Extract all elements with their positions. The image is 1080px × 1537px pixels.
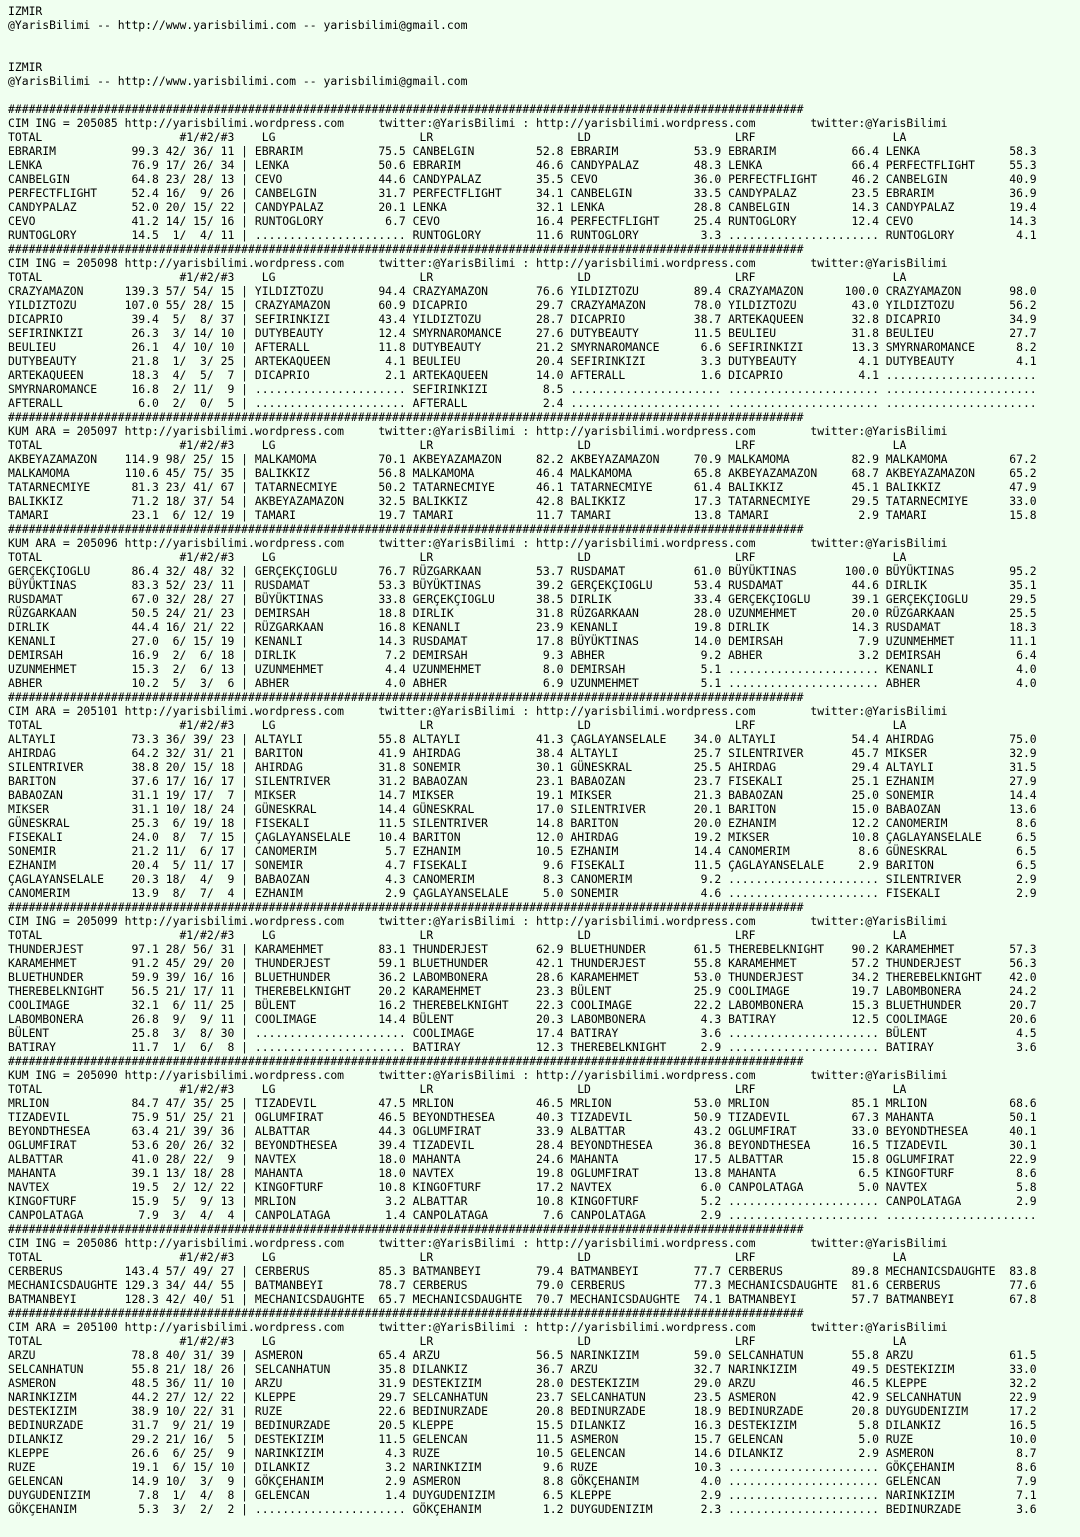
column-header: TOTAL #1/#2/#3 LG LR LD LRF LA [8,928,907,942]
section-separator: #################################################################################################################### [8,410,804,424]
spacer [8,32,1080,60]
table-row: KENANLI 27.0 6/ 15/ 19 | KENANLI 14.3 RUSDAMAT 17.8 BÜYÜKTINAS 14.0 DEMIRSAH 7.9 UZUNMEHMET 11.1 [8,634,1037,648]
table-row: CANDYPALAZ 52.0 20/ 15/ 22 | CANDYPALAZ 20.1 LENKA 32.1 LENKA 28.8 CANBELGIN 14.3 CANDYPALAZ 19.4 [8,200,1037,214]
contact-header: @YarisBilimi -- http://www.yarisbilimi.com -- yarisbilimi@gmail.com [8,74,468,88]
table-row: DUTYBEAUTY 21.8 1/ 3/ 25 | ARTEKAQUEEN 4.1 BEULIEU 20.4 SEFIRINKIZI 3.3 DUTYBEAUTY 4.1 DUTYBEAUTY 4.1 [8,354,1037,368]
race-section [8,410,1080,522]
table-row: AFTERALL 6.0 2/ 0/ 5 | ...................... AFTERALL 2.4 ...................... ...................... ...................... [8,396,1037,410]
table-row: BEYONDTHESEA 63.4 21/ 39/ 36 | ALBATTAR 44.3 OGLUMFIRAT 33.9 ALBATTAR 43.2 OGLUMFIRAT 33.0 BEYONDTHESEA 40.1 [8,1124,1037,1138]
table-row: UZUNMEHMET 15.3 2/ 6/ 13 | UZUNMEHMET 4.4 UZUNMEHMET 8.0 DEMIRSAH 5.1 ...................... KENANLI 4.0 [8,662,1037,676]
city-header: IZMIR [8,4,43,18]
table-row: RUZE 19.1 6/ 15/ 10 | DILANKIZ 3.2 NARINKIZIM 9.6 RUZE 10.3 ...................... GÖKÇEHANIM 8.6 [8,1460,1037,1474]
section-separator: #################################################################################################################### [8,522,804,536]
race-section [8,522,1080,690]
section-title: CIM ARA = 205101 http://yarisbilimi.wordpress.com twitter:@YarisBilimi : http://yarisbilimi.wordpress.com twitter:@YarisBilimi [8,704,948,718]
table-row: CRAZYAMAZON 139.3 57/ 54/ 15 | YILDIZTOZU 94.4 CRAZYAMAZON 76.6 YILDIZTOZU 89.4 CRAZYAMAZON 100.0 CRAZYAMAZON 98.0 [8,284,1037,298]
table-row: MIKSER 31.1 10/ 18/ 24 | GÜNESKRAL 14.4 GÜNESKRAL 17.0 SILENTRIVER 20.1 BARITON 15.0 BABAOZAN 13.6 [8,802,1037,816]
column-header: TOTAL #1/#2/#3 LG LR LD LRF LA [8,718,907,732]
section-separator: #################################################################################################################### [8,102,804,116]
race-section [8,1306,1080,1516]
table-row: BLUETHUNDER 59.9 39/ 16/ 16 | BLUETHUNDER 36.2 LABOMBONERA 28.6 KARAMEHMET 53.0 THUNDERJEST 34.2 THEREBELKNIGHT 42.0 [8,970,1037,984]
table-row: BARITON 37.6 17/ 16/ 17 | SILENTRIVER 31.2 BABAOZAN 23.1 BABAOZAN 23.7 FISEKALI 25.1 EZHANIM 27.9 [8,774,1037,788]
table-row: ASMERON 48.5 36/ 11/ 10 | ARZU 31.9 DESTEKIZIM 28.0 DESTEKIZIM 29.0 ARZU 46.5 KLEPPE 32.2 [8,1376,1037,1390]
table-row: AKBEYAZAMAZON 114.9 98/ 25/ 15 | MALKAMOMA 70.1 AKBEYAZAMAZON 82.2 AKBEYAZAMAZON 70.9 MALKAMOMA 82.9 MALKAMOMA 67.2 [8,452,1037,466]
column-header: TOTAL #1/#2/#3 LG LR LD LRF LA [8,438,907,452]
table-row: KINGOFTURF 15.9 5/ 9/ 13 | MRLION 3.2 ALBATTAR 10.8 KINGOFTURF 5.2 ...................... CANPOLATAGA 2.9 [8,1194,1037,1208]
table-row: DICAPRIO 39.4 5/ 8/ 37 | SEFIRINKIZI 43.4 YILDIZTOZU 28.7 DICAPRIO 38.7 ARTEKAQUEEN 32.8 DICAPRIO 34.9 [8,312,1037,326]
table-row: THEREBELKNIGHT 56.5 21/ 17/ 11 | THEREBELKNIGHT 20.2 KARAMEHMET 23.3 BÜLENT 25.9 COOLIMAGE 19.7 LABOMBONERA 24.2 [8,984,1037,998]
table-row: LENKA 76.9 17/ 26/ 34 | LENKA 50.6 EBRARIM 46.6 CANDYPALAZ 48.3 LENKA 66.4 PERFECTFLIGHT 55.3 [8,158,1037,172]
race-section [8,1054,1080,1222]
race-section [8,102,1080,242]
table-row: GÖKÇEHANIM 5.3 3/ 2/ 2 | ...................... GÖKÇEHANIM 1.2 DUYGUDENIZIM 2.3 ...................... BEDINURZADE 3.6 [8,1502,1037,1516]
table-row: SMYRNAROMANCE 16.8 2/ 11/ 9 | ...................... SEFIRINKIZI 8.5 ...................... ...................... ...................... [8,382,1037,396]
section-separator: #################################################################################################################### [8,1222,804,1236]
section-separator: #################################################################################################################### [8,900,804,914]
section-title: CIM ING = 205085 http://yarisbilimi.wordpress.com twitter:@YarisBilimi : http://yarisbilimi.wordpress.com twitter:@YarisBilimi [8,116,948,130]
table-row: ABHER 10.2 5/ 3/ 6 | ABHER 4.0 ABHER 6.9 UZUNMEHMET 5.1 ...................... ABHER 4.0 [8,676,1037,690]
table-row: ALBATTAR 41.0 28/ 22/ 9 | NAVTEX 18.0 MAHANTA 24.6 MAHANTA 17.5 ALBATTAR 15.8 OGLUMFIRAT 22.9 [8,1152,1037,1166]
table-row: TATARNECMIYE 81.3 23/ 41/ 67 | TATARNECMIYE 50.2 TATARNECMIYE 46.1 TATARNECMIYE 61.4 BALIKKIZ 45.1 BALIKKIZ 47.9 [8,480,1037,494]
section-separator: #################################################################################################################### [8,1054,804,1068]
race-sections [8,102,1080,1516]
race-section [8,690,1080,900]
table-row: BÜYÜKTINAS 83.3 52/ 23/ 11 | RUSDAMAT 53.3 BÜYÜKTINAS 39.2 GERÇEKÇIOGLU 53.4 RUSDAMAT 44.6 DIRLIK 35.1 [8,578,1037,592]
column-header: TOTAL #1/#2/#3 LG LR LD LRF LA [8,130,907,144]
table-row: GERÇEKÇIOGLU 86.4 32/ 48/ 32 | GERÇEKÇIOGLU 76.7 RÜZGARKAAN 53.7 RUSDAMAT 61.0 BÜYÜKTINAS 100.0 BÜYÜKTINAS 95.2 [8,564,1037,578]
table-row: LABOMBONERA 26.8 9/ 9/ 11 | COOLIMAGE 14.4 BÜLENT 20.3 LABOMBONERA 4.3 BATIRAY 12.5 COOLIMAGE 20.6 [8,1012,1037,1026]
section-separator: #################################################################################################################### [8,1306,804,1320]
table-row: MECHANICSDAUGHTE 129.3 34/ 44/ 55 | BATMANBEYI 78.7 CERBERUS 79.0 CERBERUS 77.3 MECHANICSDAUGHTE 81.6 CERBERUS 77.6 [8,1278,1037,1292]
section-separator: #################################################################################################################### [8,690,804,704]
table-row: EZHANIM 20.4 5/ 11/ 17 | SONEMIR 4.7 FISEKALI 9.6 FISEKALI 11.5 ÇAGLAYANSELALE 2.9 BARITON 6.5 [8,858,1037,872]
table-row: MALKAMOMA 110.6 45/ 75/ 35 | BALIKKIZ 56.8 MALKAMOMA 46.4 MALKAMOMA 65.8 AKBEYAZAMAZON 68.7 AKBEYAZAMAZON 65.2 [8,466,1037,480]
table-row: CEVO 41.2 14/ 15/ 16 | RUNTOGLORY 6.7 CEVO 16.4 PERFECTFLIGHT 25.4 RUNTOGLORY 12.4 CEVO 14.3 [8,214,1037,228]
table-row: BÜLENT 25.8 3/ 8/ 30 | ...................... COOLIMAGE 17.4 BATIRAY 3.6 ...................... BÜLENT 4.5 [8,1026,1037,1040]
table-row: DESTEKIZIM 38.9 10/ 22/ 31 | RUZE 22.6 BEDINURZADE 20.8 BEDINURZADE 18.9 BEDINURZADE 20.8 DUYGUDENIZIM 17.2 [8,1404,1037,1418]
table-row: GÜNESKRAL 25.3 6/ 19/ 18 | FISEKALI 11.5 SILENTRIVER 14.8 BARITON 20.0 EZHANIM 12.2 CANOMERIM 8.6 [8,816,1037,830]
table-row: RUNTOGLORY 14.5 1/ 4/ 11 | ...................... RUNTOGLORY 11.6 RUNTOGLORY 3.3 ...................... RUNTOGLORY 4.1 [8,228,1037,242]
table-row: ÇAGLAYANSELALE 20.3 18/ 4/ 9 | BABAOZAN 4.3 CANOMERIM 8.3 CANOMERIM 9.2 ...................... SILENTRIVER 2.9 [8,872,1037,886]
table-row: BABAOZAN 31.1 19/ 17/ 7 | MIKSER 14.7 MIKSER 19.1 MIKSER 21.3 BABAOZAN 25.0 SONEMIR 14.4 [8,788,1037,802]
race-section [8,900,1080,1054]
table-row: DILANKIZ 29.2 21/ 16/ 5 | DESTEKIZIM 11.5 GELENCAN 11.5 ASMERON 15.7 GELENCAN 5.0 RUZE 10.0 [8,1432,1037,1446]
table-row: BALIKKIZ 71.2 18/ 37/ 54 | AKBEYAZAMAZON 32.5 BALIKKIZ 42.8 BALIKKIZ 17.3 TATARNECMIYE 29.5 TATARNECMIYE 33.0 [8,494,1037,508]
table-row: PERFECTFLIGHT 52.4 16/ 9/ 26 | CANBELGIN 31.7 PERFECTFLIGHT 34.1 CANBELGIN 33.5 CANDYPALAZ 23.5 EBRARIM 36.9 [8,186,1037,200]
table-row: CANOMERIM 13.9 8/ 7/ 4 | EZHANIM 2.9 ÇAGLAYANSELALE 5.0 SONEMIR 4.6 ...................... FISEKALI 2.9 [8,886,1037,900]
table-row: TAMARI 23.1 6/ 12/ 19 | TAMARI 19.7 TAMARI 11.7 TAMARI 13.8 TAMARI 2.9 TAMARI 15.8 [8,508,1037,522]
table-row: RÜZGARKAAN 50.5 24/ 21/ 23 | DEMIRSAH 18.8 DIRLIK 31.8 RÜZGARKAAN 28.0 UZUNMEHMET 20.0 RÜZGARKAAN 25.5 [8,606,1037,620]
contact-header: @YarisBilimi -- http://www.yarisbilimi.com -- yarisbilimi@gmail.com [8,18,468,32]
table-row: ARTEKAQUEEN 18.3 4/ 5/ 7 | DICAPRIO 2.1 ARTEKAQUEEN 14.0 AFTERALL 1.6 DICAPRIO 4.1 ...................... [8,368,1037,382]
section-title: KUM ARA = 205097 http://yarisbilimi.wordpress.com twitter:@YarisBilimi : http://yarisbilimi.wordpress.com twitter:@YarisBilimi [8,424,948,438]
section-title: CIM ING = 205098 http://yarisbilimi.wordpress.com twitter:@YarisBilimi : http://yarisbilimi.wordpress.com twitter:@YarisBilimi [8,256,948,270]
table-row: CANPOLATAGA 7.9 3/ 4/ 4 | CANPOLATAGA 1.4 CANPOLATAGA 7.6 CANPOLATAGA 2.9 ...................... ...................... [8,1208,1037,1222]
section-title: CIM ING = 205086 http://yarisbilimi.wordpress.com twitter:@YarisBilimi : http://yarisbilimi.wordpress.com twitter:@YarisBilimi [8,1236,948,1250]
section-title: CIM ING = 205099 http://yarisbilimi.wordpress.com twitter:@YarisBilimi : http://yarisbilimi.wordpress.com twitter:@YarisBilimi [8,914,948,928]
race-section [8,242,1080,410]
column-header: TOTAL #1/#2/#3 LG LR LD LRF LA [8,1250,907,1264]
table-row: RUSDAMAT 67.0 32/ 28/ 27 | BÜYÜKTINAS 33.8 GERÇEKÇIOGLU 38.5 DIRLIK 33.4 GERÇEKÇIOGLU 39.1 GERÇEKÇIOGLU 29.5 [8,592,1037,606]
table-row: COOLIMAGE 32.1 6/ 11/ 25 | BÜLENT 16.2 THEREBELKNIGHT 22.3 COOLIMAGE 22.2 LABOMBONERA 15.3 BLUETHUNDER 20.7 [8,998,1037,1012]
table-row: AHIRDAG 64.2 32/ 31/ 21 | BARITON 41.9 AHIRDAG 38.4 ALTAYLI 25.7 SILENTRIVER 45.7 MIKSER 32.9 [8,746,1037,760]
table-row: KARAMEHMET 91.2 45/ 29/ 20 | THUNDERJEST 59.1 BLUETHUNDER 42.1 THUNDERJEST 55.8 KARAMEHMET 57.2 THUNDERJEST 56.3 [8,956,1037,970]
table-row: FISEKALI 24.0 8/ 7/ 15 | ÇAGLAYANSELALE 10.4 BARITON 12.0 AHIRDAG 19.2 MIKSER 10.8 ÇAGLAYANSELALE 6.5 [8,830,1037,844]
column-header: TOTAL #1/#2/#3 LG LR LD LRF LA [8,270,907,284]
table-row: YILDIZTOZU 107.0 55/ 28/ 15 | CRAZYAMAZON 60.9 DICAPRIO 29.7 CRAZYAMAZON 78.0 YILDIZTOZU 43.0 YILDIZTOZU 56.2 [8,298,1037,312]
table-row: DIRLIK 44.4 16/ 21/ 22 | RÜZGARKAAN 16.8 KENANLI 23.9 KENANLI 19.8 DIRLIK 14.3 RUSDAMAT 18.3 [8,620,1037,634]
table-row: BEULIEU 26.1 4/ 10/ 10 | AFTERALL 11.8 DUTYBEAUTY 21.2 SMYRNAROMANCE 6.6 SEFIRINKIZI 13.3 SMYRNAROMANCE 8.2 [8,340,1037,354]
table-row: KLEPPE 26.6 6/ 25/ 9 | NARINKIZIM 4.3 RUZE 10.5 GELENCAN 14.6 DILANKIZ 2.9 ASMERON 8.7 [8,1446,1037,1460]
table-row: BATMANBEYI 128.3 42/ 40/ 51 | MECHANICSDAUGHTE 65.7 MECHANICSDAUGHTE 70.7 MECHANICSDAUGHTE 74.1 BATMANBEYI 57.7 BATMANBEYI 67.8 [8,1292,1037,1306]
section-title: CIM ARA = 205100 http://yarisbilimi.wordpress.com twitter:@YarisBilimi : http://yarisbilimi.wordpress.com twitter:@YarisBilimi [8,1320,948,1334]
table-row: ARZU 78.8 40/ 31/ 39 | ASMERON 65.4 ARZU 56.5 NARINKIZIM 59.0 SELCANHATUN 55.8 ARZU 61.5 [8,1348,1037,1362]
table-row: ALTAYLI 73.3 36/ 39/ 23 | ALTAYLI 55.8 ALTAYLI 41.3 ÇAGLAYANSELALE 34.0 ALTAYLI 54.4 AHIRDAG 75.0 [8,732,1037,746]
city-header: IZMIR [8,60,43,74]
table-row: MAHANTA 39.1 13/ 18/ 28 | MAHANTA 18.0 NAVTEX 19.8 OGLUMFIRAT 13.8 MAHANTA 6.5 KINGOFTURF 8.6 [8,1166,1037,1180]
table-row: NARINKIZIM 44.2 27/ 12/ 22 | KLEPPE 29.7 SELCANHATUN 23.7 SELCANHATUN 23.5 ASMERON 42.9 SELCANHATUN 22.9 [8,1390,1037,1404]
table-row: MRLION 84.7 47/ 35/ 25 | TIZADEVIL 47.5 MRLION 46.5 MRLION 53.0 MRLION 85.1 MRLION 68.6 [8,1096,1037,1110]
section-separator: #################################################################################################################### [8,242,804,256]
table-row: CANBELGIN 64.8 23/ 28/ 13 | CEVO 44.6 CANDYPALAZ 35.5 CEVO 36.0 PERFECTFLIGHT 46.2 CANBELGIN 40.9 [8,172,1037,186]
column-header: TOTAL #1/#2/#3 LG LR LD LRF LA [8,550,907,564]
table-row: SEFIRINKIZI 26.3 3/ 14/ 10 | DUTYBEAUTY 12.4 SMYRNAROMANCE 27.6 DUTYBEAUTY 11.5 BEULIEU 31.8 BEULIEU 27.7 [8,326,1037,340]
table-row: BATIRAY 11.7 1/ 6/ 8 | ...................... BATIRAY 12.3 THEREBELKNIGHT 2.9 ...................... BATIRAY 3.6 [8,1040,1037,1054]
table-row: NAVTEX 19.5 2/ 12/ 22 | KINGOFTURF 10.8 KINGOFTURF 17.2 NAVTEX 6.0 CANPOLATAGA 5.0 NAVTEX 5.8 [8,1180,1037,1194]
section-title: KUM ING = 205090 http://yarisbilimi.wordpress.com twitter:@YarisBilimi : http://yarisbilimi.wordpress.com twitter:@YarisBilimi [8,1068,948,1082]
table-row: OGLUMFIRAT 53.6 20/ 26/ 32 | BEYONDTHESEA 39.4 TIZADEVIL 28.4 BEYONDTHESEA 36.8 BEYONDTHESEA 16.5 TIZADEVIL 30.1 [8,1138,1037,1152]
table-row: GELENCAN 14.9 10/ 3/ 9 | GÖKÇEHANIM 2.9 ASMERON 8.8 GÖKÇEHANIM 4.0 ...................... GELENCAN 7.9 [8,1474,1037,1488]
table-row: SELCANHATUN 55.8 21/ 18/ 26 | SELCANHATUN 35.8 DILANKIZ 36.7 ARZU 32.7 NARINKIZIM 49.5 DESTEKIZIM 33.0 [8,1362,1037,1376]
table-row: DUYGUDENIZIM 7.8 1/ 4/ 8 | GELENCAN 1.4 DUYGUDENIZIM 6.5 KLEPPE 2.9 ...................... NARINKIZIM 7.1 [8,1488,1037,1502]
table-row: SONEMIR 21.2 11/ 6/ 17 | CANOMERIM 5.7 EZHANIM 10.5 EZHANIM 14.4 CANOMERIM 8.6 GÜNESKRAL 6.5 [8,844,1037,858]
column-header: TOTAL #1/#2/#3 LG LR LD LRF LA [8,1334,907,1348]
section-title: KUM ARA = 205096 http://yarisbilimi.wordpress.com twitter:@YarisBilimi : http://yarisbilimi.wordpress.com twitter:@YarisBilimi [8,536,948,550]
race-section [8,1222,1080,1306]
column-header: TOTAL #1/#2/#3 LG LR LD LRF LA [8,1082,907,1096]
table-row: DEMIRSAH 16.9 2/ 6/ 18 | DIRLIK 7.2 DEMIRSAH 9.3 ABHER 9.2 ABHER 3.2 DEMIRSAH 6.4 [8,648,1037,662]
blank-line [8,88,1080,102]
table-row: SILENTRIVER 38.8 20/ 15/ 18 | AHIRDAG 31.8 SONEMIR 30.1 GÜNESKRAL 25.5 AHIRDAG 29.4 ALTAYLI 31.5 [8,760,1037,774]
table-row: BEDINURZADE 31.7 9/ 21/ 19 | BEDINURZADE 20.5 KLEPPE 15.5 DILANKIZ 16.3 DESTEKIZIM 5.8 DILANKIZ 16.5 [8,1418,1037,1432]
table-row: TIZADEVIL 75.9 51/ 25/ 21 | OGLUMFIRAT 46.5 BEYONDTHESEA 40.3 TIZADEVIL 50.9 TIZADEVIL 67.3 MAHANTA 50.1 [8,1110,1037,1124]
table-row: THUNDERJEST 97.1 28/ 56/ 31 | KARAMEHMET 83.1 THUNDERJEST 62.9 BLUETHUNDER 61.5 THEREBELKNIGHT 90.2 KARAMEHMET 57.3 [8,942,1037,956]
table-row: EBRARIM 99.3 42/ 36/ 11 | EBRARIM 75.5 CANBELGIN 52.8 EBRARIM 53.9 EBRARIM 66.4 LENKA 58.3 [8,144,1037,158]
table-row: CERBERUS 143.4 57/ 49/ 27 | CERBERUS 85.3 BATMANBEYI 79.4 BATMANBEYI 77.7 CERBERUS 89.8 MECHANICSDAUGHTE 83.8 [8,1264,1037,1278]
